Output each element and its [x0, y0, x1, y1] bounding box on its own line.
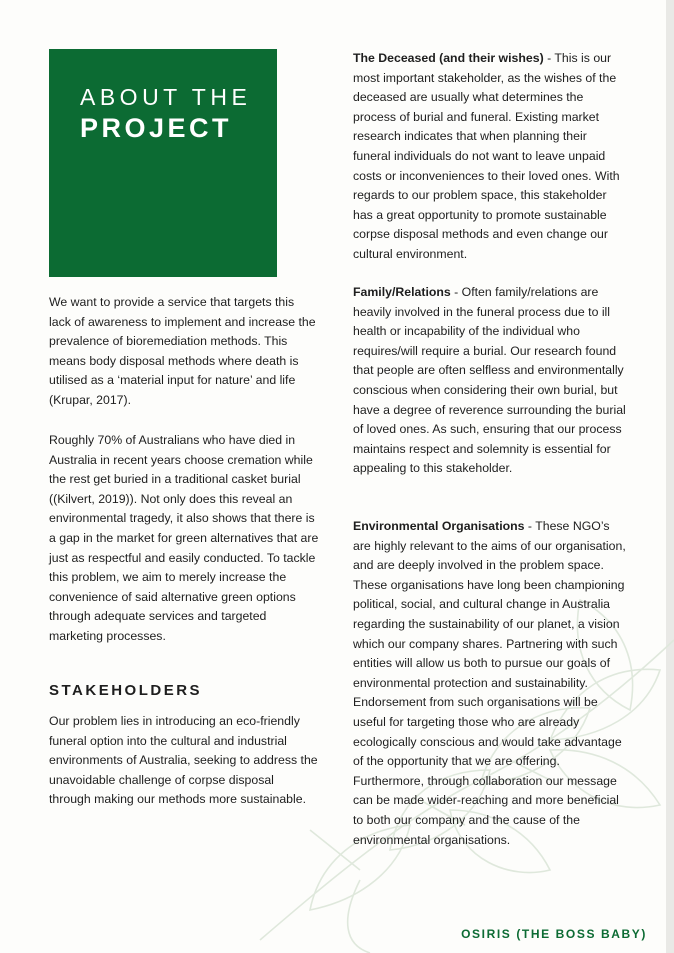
intro-text: We want to provide a service that targets this lack of awareness to implement and increase the prevalence of bioremediation methods. This means body disposal methods where death is utilised as a ‘material input for nature’ and life (Krupar, 2017).	[49, 295, 316, 407]
title-box	[49, 49, 277, 277]
stakeholder-description: - These NGO’s are highly relevant to the aims of our organisation, and are deeply involved in the problem space. These organisations have long been championing political, social, and cultural change in Australia regarding the sustainability of our planet, a vision which our company shares. Partnering with such entities will allow us both to pursue our goals of environmental protection and sustainability. Endorsement from such organisations will be useful for targeting those who are already ecologically conscious and would take advantage of the opportunity that we are offering. Furthermore, through collaboration our message can be made wider-reaching and more beneficial to both our company and the cause of the environmental organisations.	[353, 519, 626, 847]
intro-paragraph	[49, 293, 319, 411]
stakeholder-label: Family/Relations	[353, 285, 451, 299]
stakeholder-deceased	[353, 49, 626, 265]
stakeholder-label: Environmental Organisations	[353, 519, 525, 533]
stakeholders-paragraph	[49, 712, 319, 810]
stakeholder-environmental-orgs	[353, 517, 626, 850]
statistics-text: Roughly 70% of Australians who have died in Australia in recent years choose cremation while the rest get buried in a traditional casket burial ((Kilvert, 2019)). Not only does this reveal an environmental tragedy, it also shows that there is a gap in the market for green alternatives that are just as respectful and easily conducted. To tackle this problem, we aim to merely increase the convenience of said alternative green options through adequate services and targeted marketing processes.	[49, 433, 319, 643]
stakeholders-text: Our problem lies in introducing an eco-friendly funeral option into the cultural and industrial environments of Australia, seeking to address the unavoidable challenge of corpse disposal through making our methods more sustainable.	[49, 714, 318, 807]
title-line-1: ABOUT THE	[80, 84, 252, 110]
statistics-paragraph	[49, 431, 319, 647]
stakeholder-label: The Deceased (and their wishes)	[353, 51, 544, 65]
title-line-2: PROJECT	[80, 113, 233, 143]
stakeholder-description: - Often family/relations are heavily involved in the funeral process due to ill health or incapability of the individual who requires/will require a burial. Our research found that people are often selfless and environmentally conscious when considering their own burial, but have a degree of reverence surrounding the burial of loved ones. As such, ensuring that our process maintains respect and solemnity is essential for appealing to this stakeholder.	[353, 285, 626, 476]
footer-team-name: OSIRIS (THE BOSS BABY)	[461, 927, 647, 941]
stakeholder-family	[353, 283, 626, 479]
stakeholder-description: - This is our most important stakeholder, as the wishes of the deceased are usually what determines the process of burial and funeral. Existing market research indicates that when planning their funeral individuals do not want to leave unpaid costs or inconveniences to their loved ones. With regards to our problem space, this stakeholder has a great opportunity to promote sustainable corpse disposal methods and even change our cultural environment.	[353, 51, 620, 261]
stakeholders-heading: STAKEHOLDERS	[49, 682, 203, 699]
